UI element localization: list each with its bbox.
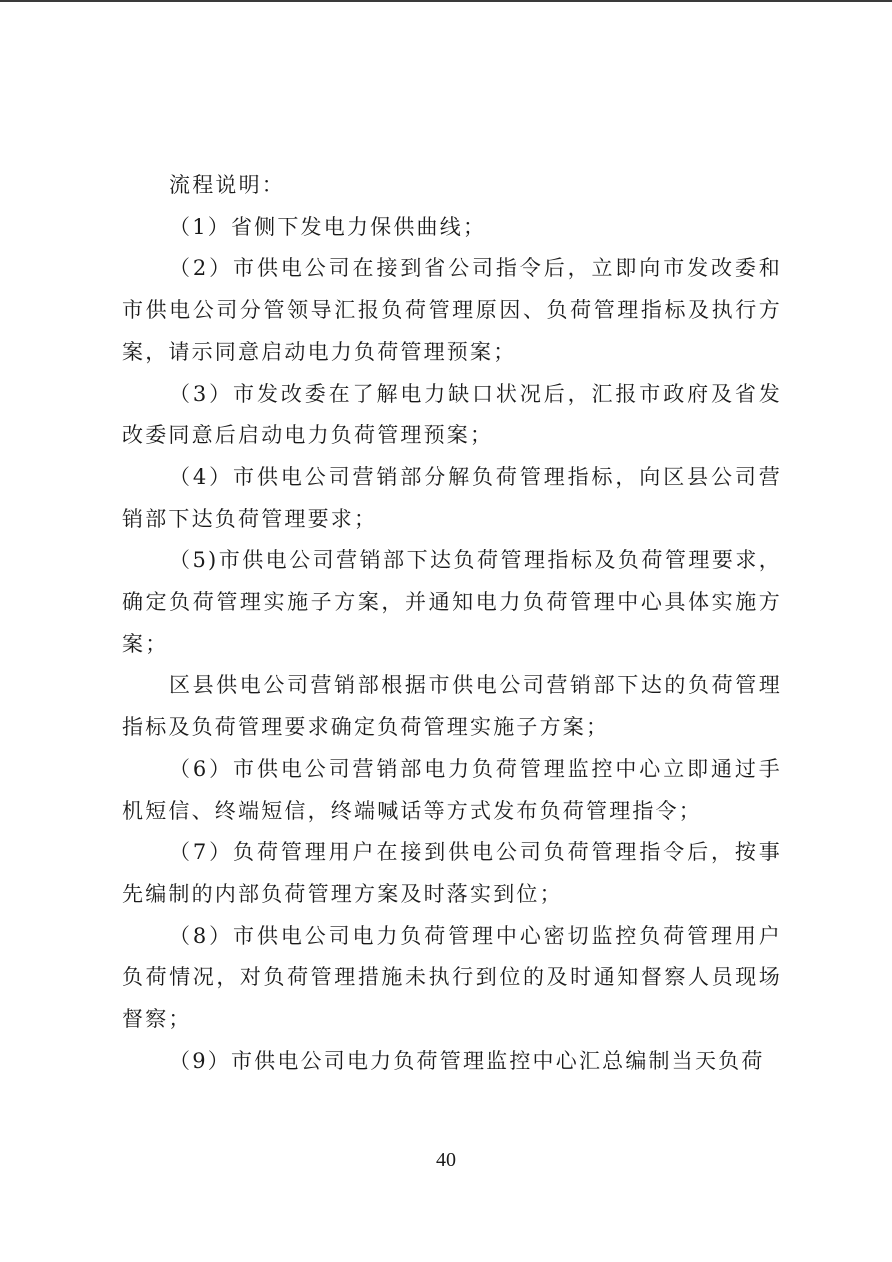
district-subplan-paragraph: 区县供电公司营销部根据市供电公司营销部下达的负荷管理指标及负荷管理要求确定负荷管理实施子方案； xyxy=(122,673,782,740)
step-7-paragraph: （7）负荷管理用户在接到供电公司负荷管理指令后，按事先编制的内部负荷管理方案及时落实到位； xyxy=(122,840,782,906)
step-4-paragraph: （4）市供电公司营销部分解负荷管理指标，向区县公司营销部下达负荷管理要求； xyxy=(122,464,782,531)
top-border-line xyxy=(0,0,892,2)
step-6-paragraph: （6）市供电公司营销部电力负荷管理监控中心立即通过手机短信、终端短信，终端喊话等方式发布负荷管理指令； xyxy=(122,756,782,823)
document-body xyxy=(122,165,782,1082)
process-heading: 流程说明： xyxy=(169,173,285,197)
step-3-paragraph: （3）市发改委在了解电力缺口状况后，汇报市政府及省发改委同意后启动电力负荷管理预案； xyxy=(122,381,782,448)
step-5-paragraph: （5)市供电公司营销部下达负荷管理指标及负荷管理要求，确定负荷管理实施子方案，并通知电力负荷管理中心具体实施方案； xyxy=(122,548,782,656)
step-8-paragraph: （8）市供电公司电力负荷管理中心密切监控负荷管理用户负荷情况，对负荷管理措施未执行到位的及时通知督察人员现场督察； xyxy=(122,923,782,1032)
step-9-paragraph: （9）市供电公司电力负荷管理监控中心汇总编制当天负荷 xyxy=(169,1048,765,1073)
step-1-paragraph: （1）省侧下发电力保供曲线； xyxy=(169,214,487,239)
step-2-paragraph: （2）市供电公司在接到省公司指令后，立即向市发改委和市供电公司分管领导汇报负荷管理原因、负荷管理指标及执行方案，请示同意启动电力负荷管理预案； xyxy=(122,256,782,364)
page-number: 40 xyxy=(436,1149,456,1171)
